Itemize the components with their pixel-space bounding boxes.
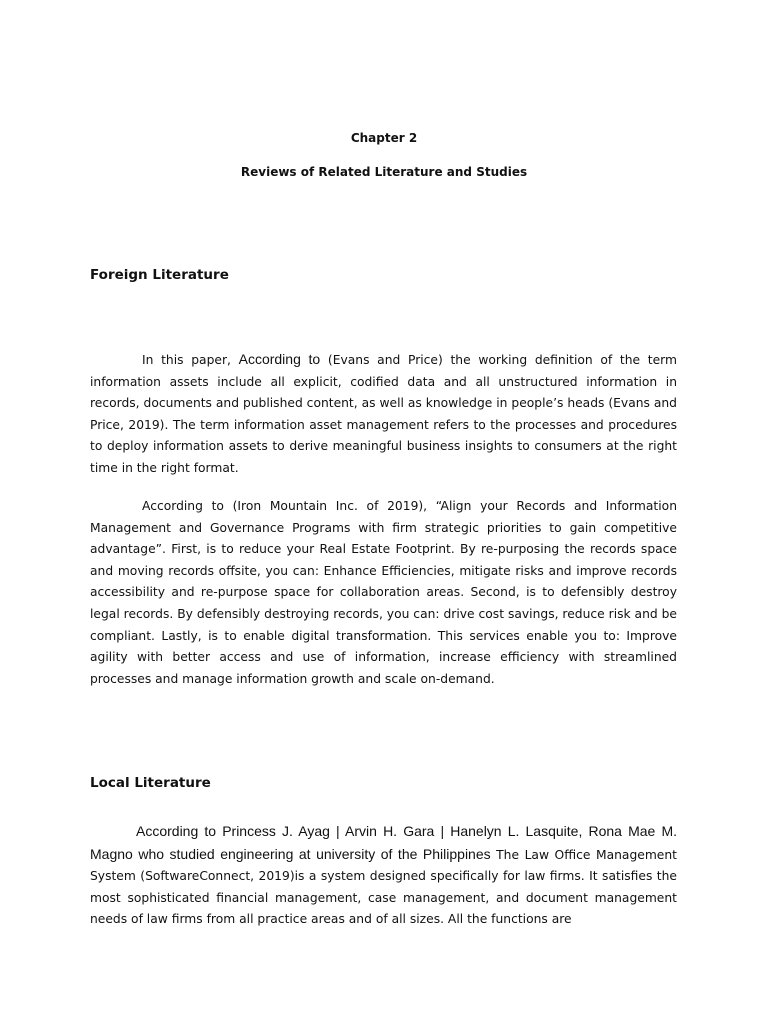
chapter-label: Chapter 2 (350, 131, 418, 145)
foreign-literature-heading: Foreign Literature (90, 267, 229, 283)
paragraph-3-arial: According to Princess J. Ayag | Arvin H. Gara | Hanelyn L. Lasquite, Rona Mae M. Magno who studied engineering at university of the Philippines (90, 823, 677, 862)
paragraph-2-text: According to (Iron Mountain Inc. of 2019), “Align your Records and Information Management and Governance Programs with firm strategic priorities to gain competitive advantage”. First, is to reduce your Real Estate Footprint. By re-purposing the records space and moving records offsite, you can: Enhance Efficiencies, mitigate risks and improve records accessibility and re-purpose space for collaboration areas. Second, is to defensibly destroy legal records. By defensibly destroying records, you can: drive cost savings, reduce risk and be compliant. Lastly, is to enable digital transformation. This services enable you to: Improve agility with better access and use of information, increase efficiency with streamlined processes and manage information growth and scale on-demand. (90, 499, 677, 686)
paragraph-1-according: According to (238, 351, 321, 367)
local-paragraph-1 (90, 821, 677, 931)
foreign-paragraph-1 (90, 349, 677, 480)
chapter-title: Reviews of Related Literature and Studies (240, 165, 528, 179)
paragraph-1-lead: In this paper, (142, 353, 239, 367)
paragraph-1-rest: (Evans and Price) the working definition of the term information assets include all explicit, codified data and all unstructured information in records, documents and published content, as well as knowledge in people’s heads (Evans and Price, 2019). The term information asset management refers to the processes and procedures to deploy information assets to derive meaningful business insights to consumers at the right time in the right format. (90, 353, 678, 475)
foreign-paragraph-2 (90, 496, 677, 690)
local-literature-heading: Local Literature (90, 775, 211, 791)
paragraph-3-rest: The Law Office Management System (SoftwareConnect, 2019)is a system designed specifically for law firms. It satisfies the most sophisticated financial management, case management, and document management needs of law firms from all practice areas and of all sizes. All the functions are (90, 847, 677, 927)
